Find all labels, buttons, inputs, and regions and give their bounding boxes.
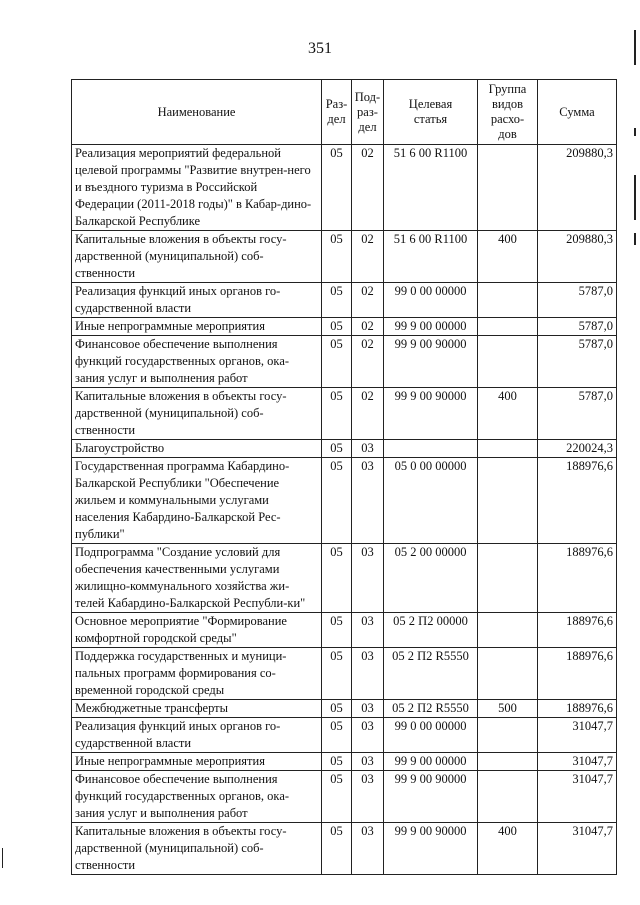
row-name: Реализация функций иных органов го-сударственной власти xyxy=(72,283,322,318)
row-name: Основное мероприятие "Формирование комфортной городской среды" xyxy=(72,613,322,648)
row-sum: 220024,3 xyxy=(538,440,617,458)
row-target-article: 99 0 00 00000 xyxy=(384,718,478,753)
table-row xyxy=(72,458,617,544)
row-name: Финансовое обеспечение выполнения функций государственных органов, ока-зания услуг и выполнения работ xyxy=(72,336,322,388)
row-razdel: 05 xyxy=(322,318,352,336)
table-row xyxy=(72,823,617,875)
row-target-article: 99 9 00 90000 xyxy=(384,388,478,440)
row-razdel: 05 xyxy=(322,544,352,613)
row-expense-group xyxy=(478,753,538,771)
table-row xyxy=(72,771,617,823)
row-podrazdel: 03 xyxy=(352,544,384,613)
row-target-article: 05 2 П2 R5550 xyxy=(384,648,478,700)
row-name: Реализация мероприятий федеральной целевой программы "Развитие внутрен-него и въездного туризма в Российской Федерации (2011-2018 годы)" в Кабар-дино-Балкарской Республике xyxy=(72,145,322,231)
row-podrazdel: 03 xyxy=(352,823,384,875)
row-expense-group xyxy=(478,613,538,648)
row-sum: 31047,7 xyxy=(538,753,617,771)
table-row xyxy=(72,440,617,458)
row-podrazdel: 02 xyxy=(352,231,384,283)
header-podrazdel: Под- раз- дел xyxy=(352,80,384,145)
row-target-article: 51 6 00 R1100 xyxy=(384,231,478,283)
row-name: Межбюджетные трансферты xyxy=(72,700,322,718)
row-razdel: 05 xyxy=(322,336,352,388)
row-sum: 5787,0 xyxy=(538,318,617,336)
row-name: Поддержка государственных и муници-пальных программ формирования со-временной городской среды xyxy=(72,648,322,700)
row-target-article: 99 9 00 90000 xyxy=(384,771,478,823)
row-razdel: 05 xyxy=(322,613,352,648)
row-name: Иные непрограммные мероприятия xyxy=(72,318,322,336)
row-sum: 188976,6 xyxy=(538,700,617,718)
row-sum: 188976,6 xyxy=(538,648,617,700)
row-podrazdel: 03 xyxy=(352,613,384,648)
table-row xyxy=(72,145,617,231)
row-podrazdel: 02 xyxy=(352,283,384,318)
row-podrazdel: 03 xyxy=(352,440,384,458)
row-sum: 31047,7 xyxy=(538,718,617,753)
row-sum: 188976,6 xyxy=(538,613,617,648)
row-expense-group xyxy=(478,283,538,318)
row-expense-group xyxy=(478,544,538,613)
table-row xyxy=(72,336,617,388)
header-target-article: Целевая статья xyxy=(384,80,478,145)
row-sum: 188976,6 xyxy=(538,544,617,613)
header-razdel: Раз- дел xyxy=(322,80,352,145)
row-target-article: 05 2 П2 00000 xyxy=(384,613,478,648)
row-target-article: 05 0 00 00000 xyxy=(384,458,478,544)
row-name: Финансовое обеспечение выполнения функций государственных органов, ока-зания услуг и выполнения работ xyxy=(72,771,322,823)
row-name: Государственная программа Кабардино-Балкарской Республики "Обеспечение жильем и коммунальными услугами населения Кабардино-Балкарской Рес-публики" xyxy=(72,458,322,544)
row-podrazdel: 03 xyxy=(352,753,384,771)
row-expense-group: 400 xyxy=(478,823,538,875)
row-expense-group xyxy=(478,718,538,753)
row-podrazdel: 03 xyxy=(352,458,384,544)
row-razdel: 05 xyxy=(322,823,352,875)
row-razdel: 05 xyxy=(322,700,352,718)
row-sum: 31047,7 xyxy=(538,823,617,875)
table-row xyxy=(72,700,617,718)
table-row xyxy=(72,648,617,700)
row-name: Реализация функций иных органов го-сударственной власти xyxy=(72,718,322,753)
row-expense-group xyxy=(478,145,538,231)
row-expense-group xyxy=(478,648,538,700)
row-expense-group xyxy=(478,336,538,388)
row-podrazdel: 02 xyxy=(352,388,384,440)
row-name: Капитальные вложения в объекты госу-дарственной (муниципальной) соб-ственности xyxy=(72,388,322,440)
row-razdel: 05 xyxy=(322,440,352,458)
table-row xyxy=(72,753,617,771)
row-razdel: 05 xyxy=(322,771,352,823)
row-target-article: 05 2 П2 R5550 xyxy=(384,700,478,718)
row-podrazdel: 02 xyxy=(352,145,384,231)
row-sum: 31047,7 xyxy=(538,771,617,823)
row-name: Капитальные вложения в объекты госу-дарственной (муниципальной) соб-ственности xyxy=(72,823,322,875)
row-name: Благоустройство xyxy=(72,440,322,458)
header-expense-group: Группа видов расхо- дов xyxy=(478,80,538,145)
row-expense-group xyxy=(478,771,538,823)
row-name: Подпрограмма "Создание условий для обеспечения качественными услугами жилищно-коммунального хозяйства жи-телей Кабардино-Балкарской Республи-ки" xyxy=(72,544,322,613)
row-target-article: 99 9 00 90000 xyxy=(384,823,478,875)
header-sum: Сумма xyxy=(538,80,617,145)
row-razdel: 05 xyxy=(322,388,352,440)
row-target-article: 51 6 00 R1100 xyxy=(384,145,478,231)
table-row xyxy=(72,544,617,613)
row-target-article: 99 9 00 00000 xyxy=(384,318,478,336)
row-podrazdel: 03 xyxy=(352,648,384,700)
row-sum: 5787,0 xyxy=(538,388,617,440)
page-number: 351 xyxy=(308,40,332,57)
table-row xyxy=(72,231,617,283)
row-target-article xyxy=(384,440,478,458)
row-expense-group xyxy=(478,318,538,336)
row-razdel: 05 xyxy=(322,753,352,771)
table-row xyxy=(72,718,617,753)
row-sum: 209880,3 xyxy=(538,145,617,231)
row-razdel: 05 xyxy=(322,283,352,318)
row-podrazdel: 02 xyxy=(352,336,384,388)
row-podrazdel: 03 xyxy=(352,718,384,753)
table-row xyxy=(72,388,617,440)
header-name: Наименование xyxy=(72,80,322,145)
row-expense-group: 500 xyxy=(478,700,538,718)
budget-table xyxy=(71,79,617,875)
row-sum: 209880,3 xyxy=(538,231,617,283)
row-target-article: 99 9 00 00000 xyxy=(384,753,478,771)
row-target-article: 99 9 00 90000 xyxy=(384,336,478,388)
row-expense-group xyxy=(478,458,538,544)
row-podrazdel: 03 xyxy=(352,700,384,718)
row-name: Иные непрограммные мероприятия xyxy=(72,753,322,771)
row-razdel: 05 xyxy=(322,145,352,231)
header-row xyxy=(72,80,617,145)
row-sum: 5787,0 xyxy=(538,336,617,388)
row-razdel: 05 xyxy=(322,648,352,700)
row-name: Капитальные вложения в объекты госу-дарственной (муниципальной) соб-ственности xyxy=(72,231,322,283)
table-row xyxy=(72,283,617,318)
row-razdel: 05 xyxy=(322,718,352,753)
row-sum: 5787,0 xyxy=(538,283,617,318)
row-expense-group: 400 xyxy=(478,388,538,440)
row-razdel: 05 xyxy=(322,231,352,283)
row-razdel: 05 xyxy=(322,458,352,544)
row-expense-group xyxy=(478,440,538,458)
table-row xyxy=(72,613,617,648)
row-target-article: 05 2 00 00000 xyxy=(384,544,478,613)
table-row xyxy=(72,318,617,336)
row-podrazdel: 02 xyxy=(352,318,384,336)
row-expense-group: 400 xyxy=(478,231,538,283)
row-sum: 188976,6 xyxy=(538,458,617,544)
row-podrazdel: 03 xyxy=(352,771,384,823)
row-target-article: 99 0 00 00000 xyxy=(384,283,478,318)
